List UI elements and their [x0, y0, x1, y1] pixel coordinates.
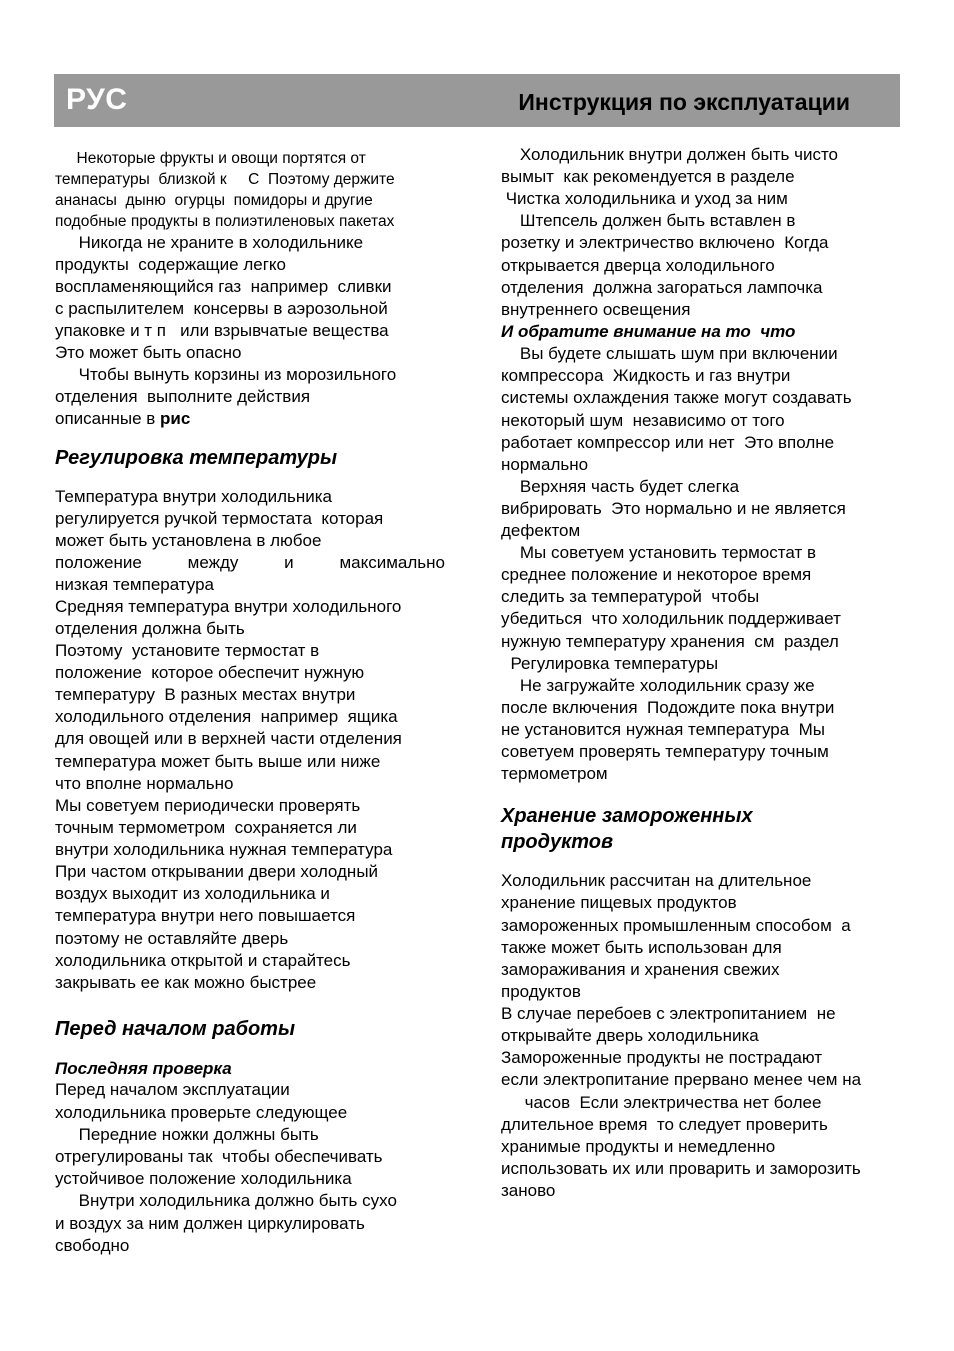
text-line: температуру В разных местах внутри: [55, 685, 356, 704]
text-line: Внутри холодильника должно быть сухо: [55, 1191, 397, 1210]
text-line: вымыт как рекомендуется в разделе: [501, 167, 795, 186]
text-line: Температура внутри холодильника: [55, 487, 332, 506]
language-label: РУС: [66, 83, 128, 116]
text-line: низкая температура: [55, 575, 215, 594]
text-line: нормально: [501, 455, 589, 474]
text-line: если электропитание прервано менее чем на: [501, 1070, 862, 1089]
text-line: Регулировка температуры: [501, 654, 719, 673]
text-line: точным термометром сохраняется ли: [55, 818, 357, 837]
text-line: замораживания и хранения свежих: [501, 960, 780, 979]
text-line: Холодильник рассчитан на длительное: [501, 871, 812, 890]
text-line: устойчивое положение холодильника: [55, 1169, 352, 1188]
text-line: температура может быть выше или ниже: [55, 752, 381, 771]
text-line: упаковке и т п или взрывчатые вещества: [55, 321, 389, 340]
text-line: холодильника открытой и старайтесь: [55, 951, 351, 970]
text-line: В случае перебоев с электропитанием не: [501, 1004, 836, 1023]
section-heading-frozen-cont: продуктов: [501, 831, 614, 853]
text-line: Мы советуем установить термостат в: [501, 543, 816, 562]
text-line: положение которое обеспечит нужную: [55, 663, 365, 682]
text-line: что вполне нормально: [55, 774, 234, 793]
text-line: Вы будете слышать шум при включении: [501, 344, 838, 363]
text-line: не установится нужная температура Мы: [501, 720, 825, 739]
text-line: Верхняя часть будет слегка: [501, 477, 740, 496]
text-line: нужную температуру хранения см раздел: [501, 632, 839, 651]
text-line: компрессора Жидкость и газ внутри: [501, 366, 791, 385]
text-line: убедиться что холодильник поддерживает: [501, 609, 841, 628]
figure-reference: рис: [160, 409, 191, 428]
text-line: свободно: [55, 1236, 130, 1255]
text-line: замороженных промышленным способом а: [501, 916, 851, 935]
text-line: продуктов: [501, 982, 581, 1001]
text-line: При частом открывании двери холодный: [55, 862, 379, 881]
text-line: температура внутри него повышается: [55, 906, 356, 925]
text-line: среднее положение и некоторое время: [501, 565, 812, 584]
text-line: закрывать ее как можно быстрее: [55, 973, 317, 992]
text-line: отделения выполните действия: [55, 387, 311, 406]
text-line: и воздух за ним должен циркулировать: [55, 1214, 365, 1233]
text-line: внутри холодильника нужная температура: [55, 840, 393, 859]
subheading-last-check: Последняя проверка: [55, 1059, 232, 1078]
text-line: Не загружайте холодильник сразу же: [501, 676, 815, 695]
text-line: также может быть использован для: [501, 938, 782, 957]
text-line: Никогда не храните в холодильнике: [55, 233, 364, 252]
text-line: Это может быть опасно: [55, 343, 242, 362]
text-line: воздух выходит из холодильника и: [55, 884, 330, 903]
text-line: внутреннего освещения: [501, 300, 691, 319]
text-line: [55, 409, 190, 429]
text-line: хранимые продукты и немедленно: [501, 1137, 776, 1156]
section-heading-frozen: Хранение замороженных: [501, 805, 753, 827]
text-line: отделения должна быть: [55, 619, 245, 638]
text-line: воспламеняющийся газ например сливки: [55, 277, 392, 296]
page-header: [54, 74, 900, 127]
text-line: Штепсель должен быть вставлен в: [501, 211, 796, 230]
section-heading-temperature: Регулировка температуры: [55, 447, 338, 469]
text-line: следить за температурой чтобы: [501, 587, 760, 606]
text-line: положение между и максимально: [55, 553, 445, 572]
text-line: ананасы дыню огурцы помидоры и другие: [55, 192, 373, 209]
text-line: холодильника проверьте следующее: [55, 1103, 348, 1122]
text-line: с распылителем консервы в аэрозольной: [55, 299, 388, 318]
note-heading: И обратите внимание на то что: [501, 322, 796, 341]
text-line: розетку и электричество включено Когда: [501, 233, 829, 252]
manual-title: Инструкция по эксплуатации: [518, 89, 850, 115]
text-line: температуры близкой к С Поэтому держите: [55, 171, 395, 188]
text-line: термометром: [501, 764, 608, 783]
text-line: Холодильник внутри должен быть чисто: [501, 145, 839, 164]
text-line: Чтобы вынуть корзины из морозильного: [55, 365, 397, 384]
text-line: продукты содержащие легко: [55, 255, 286, 274]
text-line: часов Если электричества нет более: [501, 1093, 822, 1112]
text-line: использовать их или проварить и заморозить: [501, 1159, 861, 1178]
text-line: некоторый шум независимо от того: [501, 411, 785, 430]
text-line: отрегулированы так чтобы обеспечивать: [55, 1147, 383, 1166]
text-line: открывается дверца холодильного: [501, 256, 775, 275]
text-fragment: описанные в: [55, 409, 161, 428]
text-line: дефектом: [501, 521, 581, 540]
text-line: Чистка холодильника и уход за ним: [501, 189, 788, 208]
text-line: Замороженные продукты не пострадают: [501, 1048, 823, 1067]
text-line: вибрировать Это нормально и не является: [501, 499, 846, 518]
text-line: заново: [501, 1181, 556, 1200]
text-line: Перед началом эксплуатации: [55, 1080, 290, 1099]
text-line: Некоторые фрукты и овощи портятся от: [55, 150, 366, 167]
text-line: системы охлаждения также могут создавать: [501, 388, 852, 407]
text-line: хранение пищевых продуктов: [501, 893, 737, 912]
text-line: Поэтому установите термостат в: [55, 641, 320, 660]
text-line: для овощей или в верхней части отделения: [55, 729, 402, 748]
text-line: Мы советуем периодически проверять: [55, 796, 361, 815]
text-line: Передние ножки должны быть: [55, 1125, 319, 1144]
text-line: поэтому не оставляйте дверь: [55, 929, 289, 948]
text-line: регулируется ручкой термостата которая: [55, 509, 384, 528]
text-line: может быть установлена в любое: [55, 531, 322, 550]
text-line: работает компрессор или нет Это вполне: [501, 433, 835, 452]
text-line: длительное время то следует проверить: [501, 1115, 828, 1134]
text-line: подобные продукты в полиэтиленовых пакетах: [55, 213, 395, 230]
text-line: советуем проверять температуру точным: [501, 742, 829, 761]
text-line: открывайте дверь холодильника: [501, 1026, 759, 1045]
section-heading-before-start: Перед началом работы: [55, 1018, 296, 1040]
text-line: Средняя температура внутри холодильного: [55, 597, 402, 616]
text-line: холодильного отделения например ящика: [55, 707, 398, 726]
text-line: после включения Подождите пока внутри: [501, 698, 835, 717]
text-line: отделения должна загораться лампочка: [501, 278, 823, 297]
